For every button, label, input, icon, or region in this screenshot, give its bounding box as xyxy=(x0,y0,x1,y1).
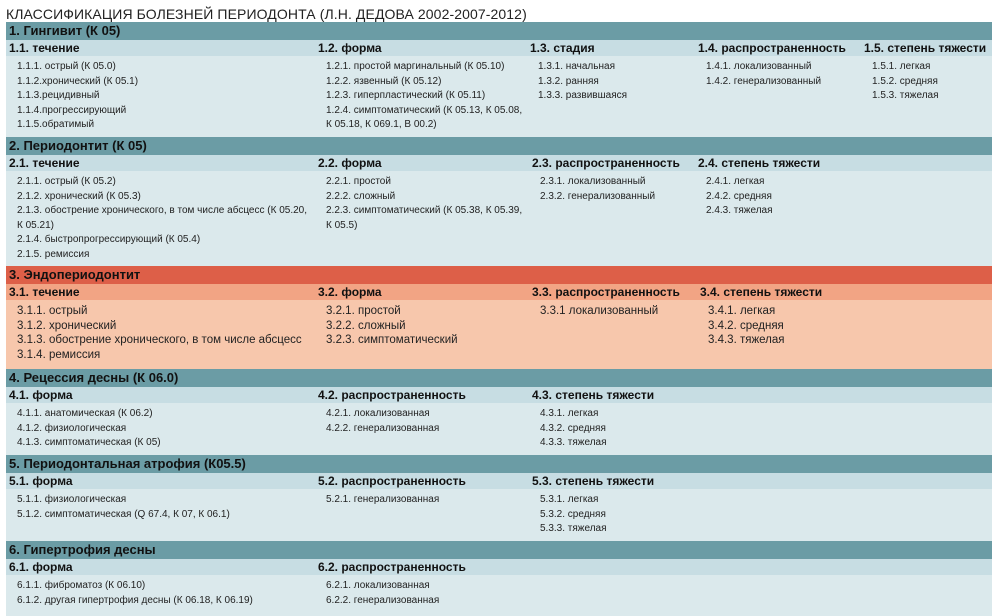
column-heading: 3.4. степень тяжести xyxy=(700,285,823,299)
classification-item: 5.2.1. генерализованная xyxy=(326,494,440,505)
column-items-row xyxy=(6,575,992,616)
classification-item: 4.1.1. анатомическая (К 06.2) xyxy=(17,408,153,419)
section-6 xyxy=(6,541,992,616)
column-heading: 5.2. распространенность xyxy=(318,474,466,488)
section-3 xyxy=(6,266,992,386)
classification-item: 1.1.4.прогрессирующий xyxy=(17,104,127,116)
classification-item: 3.4.2. средняя xyxy=(708,319,784,332)
column-items xyxy=(9,304,315,362)
column-heading: 2.2. форма xyxy=(318,156,382,170)
column-heading: 4.1. форма xyxy=(9,388,73,402)
classification-item: 1.3.1. начальная xyxy=(538,61,615,72)
classification-item: 6.1.1. фиброматоз (К 06.10) xyxy=(17,580,146,591)
column-items xyxy=(318,304,534,348)
classification-item: 1.5.1. легкая xyxy=(872,61,931,72)
column-items-row xyxy=(6,171,992,281)
classification-item: 2.4.1. легкая xyxy=(706,176,765,187)
document-title: КЛАССИФИКАЦИЯ БОЛЕЗНЕЙ ПЕРИОДОНТА (Л.Н. ДЕДОВА 2002-2007-2012) xyxy=(6,6,527,22)
column-heading: 1.3. стадия xyxy=(530,41,595,55)
classification-item: 1.1.3.рецидивный xyxy=(17,90,100,101)
section-title: 4. Рецессия десны (К 06.0) xyxy=(6,369,992,387)
column-items xyxy=(532,493,992,537)
section-title: 2. Периодонтит (К 05) xyxy=(6,137,992,155)
column-items xyxy=(9,60,309,133)
classification-item: 5.1.1. физиологическая xyxy=(17,494,127,505)
classification-item: 1.4.2. генерализованный xyxy=(706,75,822,87)
classification-item: 5.3.3. тяжелая xyxy=(540,523,607,534)
column-items-row xyxy=(6,56,992,148)
classification-item: 2.1.4. быстропрогрессирующий (К 05.4) xyxy=(17,234,201,245)
classification-item: 1.2.2. язвенный (К 05.12) xyxy=(326,75,442,87)
classification-item: 4.3.3. тяжелая xyxy=(540,437,607,448)
section-2 xyxy=(6,137,992,281)
classification-item: 4.3.1. легкая xyxy=(540,408,599,419)
section-title: 1. Гингивит (К 05) xyxy=(6,22,992,40)
column-items xyxy=(9,493,315,522)
classification-item: 4.1.3. симптоматическая (К 05) xyxy=(17,437,161,448)
classification-item: 6.2.2. генерализованная xyxy=(326,594,440,606)
classification-item: 1.5.3. тяжелая xyxy=(872,90,939,101)
classification-item: 5.3.1. легкая xyxy=(540,494,599,505)
classification-item: 2.4.3. тяжелая xyxy=(706,205,773,216)
classification-item: 6.2.1. локализованная xyxy=(326,580,430,591)
classification-item: 6.1.2. другая гипертрофия десны (К 06.18, К 06.19) xyxy=(17,594,253,606)
classification-item: 3.1.2. хронический xyxy=(17,319,117,332)
column-headings-row xyxy=(6,473,992,489)
classification-item: 3.3.1 локализованный xyxy=(540,305,659,317)
classification-item: 2.3.2. генерализованный xyxy=(540,190,656,202)
classification-item: 3.2.1. простой xyxy=(326,305,401,317)
classification-item: 2.2.2. сложный xyxy=(326,190,396,202)
column-items xyxy=(532,175,698,204)
column-headings-row xyxy=(6,155,992,171)
column-headings-row xyxy=(6,284,992,300)
column-items xyxy=(698,175,992,219)
column-heading: 6.2. распространенность xyxy=(318,560,466,574)
classification-item: 3.1.1. острый xyxy=(17,305,88,317)
column-items xyxy=(532,407,992,451)
column-items xyxy=(698,60,864,89)
classification-item: 3.4.3. тяжелая xyxy=(708,334,785,346)
classification-item: 4.2.2. генерализованная xyxy=(326,422,440,434)
classification-item: 1.1.5.обратимый xyxy=(17,119,95,130)
classification-item: 3.4.1. легкая xyxy=(708,305,776,317)
classification-item: 2.1.2. хронический (К 05.3) xyxy=(17,190,141,202)
classification-item: 2.1.1. острый (К 05.2) xyxy=(17,176,116,187)
classification-item: 1.2.4. симптоматический (К 05.13, К 05.08, К 05.18, К 069.1, В 00.2) xyxy=(326,104,523,130)
column-heading: 2.3. распространенность xyxy=(532,156,680,170)
classification-item: 1.3.3. развившаяся xyxy=(538,90,628,101)
classification-item: 2.1.5. ремиссия xyxy=(17,248,90,260)
classification-item: 5.3.2. средняя xyxy=(540,508,606,520)
column-heading: 3.2. форма xyxy=(318,285,382,299)
column-heading: 3.1. течение xyxy=(9,285,80,299)
classification-item: 4.1.2. физиологическая xyxy=(17,422,127,434)
column-headings-row xyxy=(6,40,992,56)
column-items xyxy=(318,579,992,608)
column-heading: 1.2. форма xyxy=(318,41,382,55)
column-heading: 4.3. степень тяжести xyxy=(532,388,655,402)
column-heading: 3.3. распространенность xyxy=(532,285,680,299)
classification-item: 2.1.3. обострение хронического, в том числе абсцесс (К 05.20, К 05.21) xyxy=(17,205,308,231)
column-heading: 5.1. форма xyxy=(9,474,73,488)
classification-item: 3.1.4. ремиссия xyxy=(17,348,101,361)
classification-item: 1.1.1. острый (К 05.0) xyxy=(17,61,116,72)
section-title: 6. Гипертрофия десны xyxy=(6,541,992,559)
classification-item: 2.2.1. простой xyxy=(326,176,391,187)
column-items xyxy=(530,60,696,104)
classification-item: 2.2.3. симптоматический (К 05.38, К 05.39, К 05.5) xyxy=(326,205,523,231)
section-1 xyxy=(6,22,992,148)
classification-item: 3.1.3. обострение хронического, в том числе абсцесс xyxy=(17,334,302,346)
column-heading: 2.1. течение xyxy=(9,156,80,170)
column-items xyxy=(532,304,698,319)
classification-item: 2.4.2. средняя xyxy=(706,190,772,202)
column-items xyxy=(318,493,534,508)
column-items xyxy=(318,407,534,436)
classification-item: 4.2.1. локализованная xyxy=(326,408,430,419)
column-heading: 4.2. распространенность xyxy=(318,388,466,402)
classification-item: 1.2.3. гиперпластический (К 05.11) xyxy=(326,90,486,101)
classification-item: 5.1.2. симптоматическая (Q 67.4, К 07, К 06.1) xyxy=(17,508,230,520)
classification-item: 3.2.3. симптоматический xyxy=(326,334,458,346)
column-heading: 5.3. степень тяжести xyxy=(532,474,655,488)
classification-item: 1.5.2. средняя xyxy=(872,75,938,87)
column-headings-row xyxy=(6,387,992,403)
column-heading: 1.1. течение xyxy=(9,41,80,55)
column-heading: 1.4. распространенность xyxy=(698,41,846,55)
column-items xyxy=(9,579,315,608)
section-title: 3. Эндопериодонтит xyxy=(6,266,992,284)
column-items xyxy=(864,60,992,104)
classification-item: 1.2.1. простой маргинальный (К 05.10) xyxy=(326,61,505,72)
column-items xyxy=(9,407,315,451)
column-items xyxy=(318,175,528,233)
column-items xyxy=(9,175,309,262)
column-items xyxy=(318,60,528,133)
column-heading: 6.1. форма xyxy=(9,560,73,574)
classification-item: 1.3.2. ранняя xyxy=(538,75,599,87)
column-heading: 2.4. степень тяжести xyxy=(698,156,821,170)
column-items xyxy=(700,304,992,348)
column-heading: 1.5. степень тяжести xyxy=(864,41,987,55)
column-headings-row xyxy=(6,559,992,575)
classification-item: 3.2.2. сложный xyxy=(326,319,406,332)
classification-item: 1.4.1. локализованный xyxy=(706,61,812,72)
classification-item: 4.3.2. средняя xyxy=(540,422,606,434)
classification-item: 1.1.2.хронический (К 05.1) xyxy=(17,75,139,87)
section-title: 5. Периодонтальная атрофия (К05.5) xyxy=(6,455,992,473)
classification-item: 2.3.1. локализованный xyxy=(540,176,646,187)
